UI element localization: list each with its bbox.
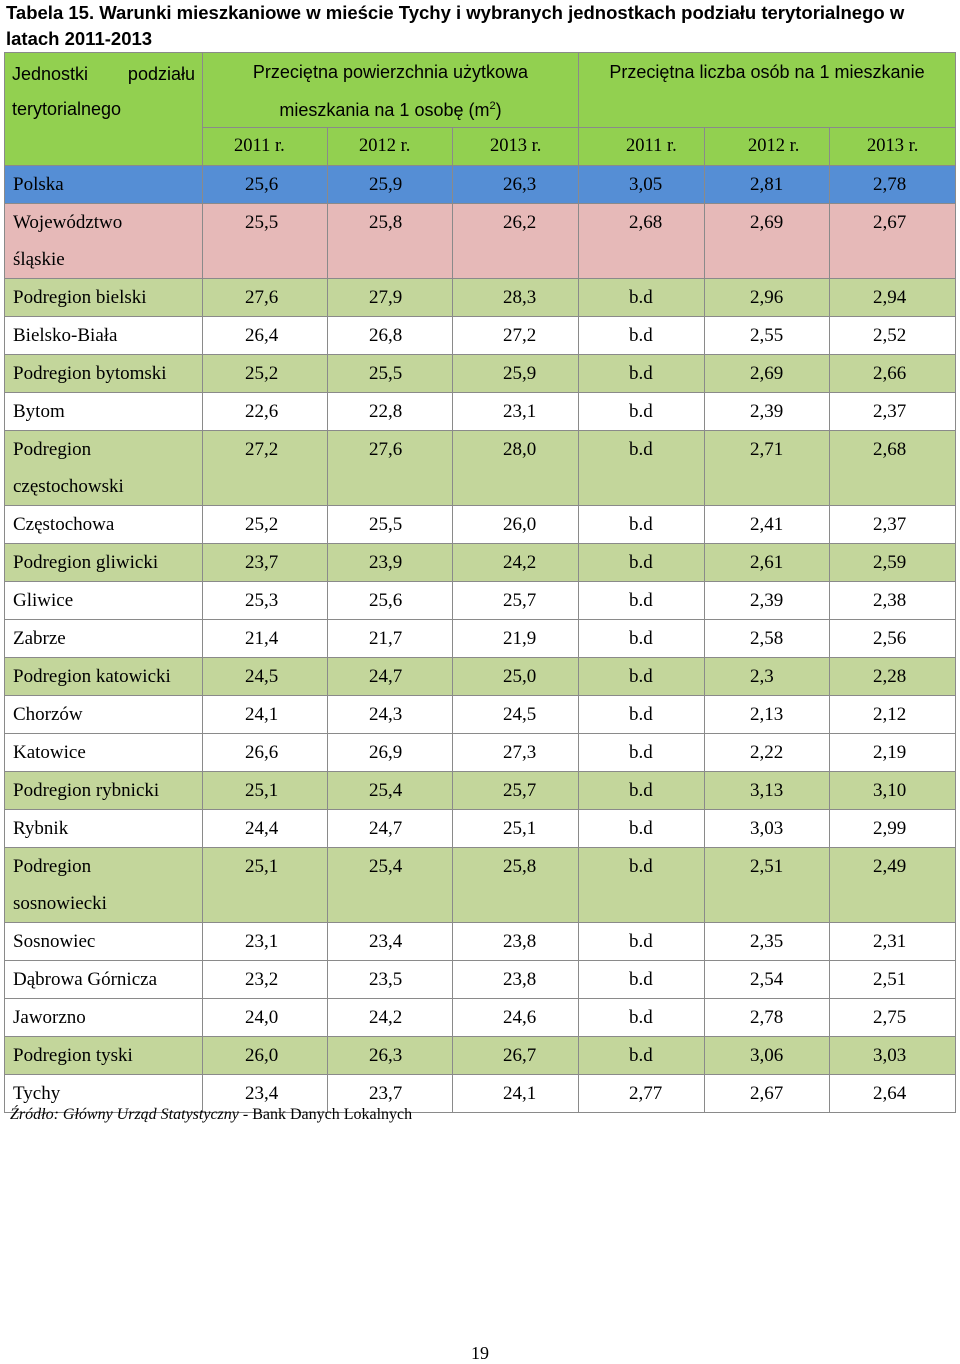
row-value: 24,6 [453, 999, 579, 1037]
source-note [10, 1106, 412, 1124]
row-value: 26,6 [203, 734, 328, 772]
row-unit-name: Polska [5, 166, 203, 204]
row-value: 3,06 [705, 1037, 830, 1075]
row-value: 2,94 [830, 279, 956, 317]
row-unit-name: Podregion częstochowski [5, 431, 203, 506]
row-value: 23,9 [328, 544, 453, 582]
row-unit-name: Województwo śląskie [5, 204, 203, 279]
row-value: 2,69 [705, 204, 830, 279]
row-value: b.d [579, 1037, 705, 1075]
row-value: 2,68 [579, 204, 705, 279]
header-area-close: ) [495, 100, 502, 120]
row-value: 25,7 [453, 582, 579, 620]
row-value: b.d [579, 355, 705, 393]
row-value: 2,22 [705, 734, 830, 772]
table-row [5, 772, 956, 810]
header-year: 2013 r. [453, 128, 579, 166]
row-value: 2,49 [830, 848, 956, 923]
row-value: 24,2 [453, 544, 579, 582]
row-value: 21,9 [453, 620, 579, 658]
row-value: 2,58 [705, 620, 830, 658]
row-value: 2,28 [830, 658, 956, 696]
row-unit-name: Dąbrowa Górnicza [5, 961, 203, 999]
table-row [5, 658, 956, 696]
header-avg-persons: Przeciętna liczba osób na 1 mieszkanie [579, 53, 956, 128]
header-year: 2012 r. [328, 128, 453, 166]
row-value: 27,9 [328, 279, 453, 317]
header-year: 2012 r. [705, 128, 830, 166]
row-value: b.d [579, 582, 705, 620]
row-value: 3,03 [830, 1037, 956, 1075]
row-unit-name: Katowice [5, 734, 203, 772]
row-unit-name: Podregion katowicki [5, 658, 203, 696]
row-unit-name: Częstochowa [5, 506, 203, 544]
row-unit-name: Sosnowiec [5, 923, 203, 961]
row-value: 23,4 [203, 1075, 328, 1113]
row-unit-name: Tychy [5, 1075, 203, 1113]
table-row [5, 166, 956, 204]
row-value: 3,03 [705, 810, 830, 848]
row-value: 3,05 [579, 166, 705, 204]
row-value: 26,3 [328, 1037, 453, 1075]
row-value: b.d [579, 620, 705, 658]
row-value: 2,71 [705, 431, 830, 506]
header-territorial-unit [5, 53, 203, 166]
row-value: 24,5 [453, 696, 579, 734]
row-value: 2,37 [830, 393, 956, 431]
row-value: 23,1 [203, 923, 328, 961]
housing-conditions-table [4, 52, 956, 1113]
row-value: 2,67 [705, 1075, 830, 1113]
row-value: 23,5 [328, 961, 453, 999]
header-year: 2011 r. [203, 128, 328, 166]
row-value: 25,9 [453, 355, 579, 393]
row-value: b.d [579, 279, 705, 317]
row-unit-name: Bytom [5, 393, 203, 431]
table-body [5, 166, 956, 1113]
row-value: 3,10 [830, 772, 956, 810]
table-row [5, 204, 956, 279]
table-row [5, 393, 956, 431]
row-value: 25,7 [453, 772, 579, 810]
row-value: 2,3 [705, 658, 830, 696]
row-value: 27,3 [453, 734, 579, 772]
table-row [5, 544, 956, 582]
row-value: 23,2 [203, 961, 328, 999]
row-value: b.d [579, 506, 705, 544]
table-row [5, 1037, 956, 1075]
row-value: 2,68 [830, 431, 956, 506]
table-row [5, 506, 956, 544]
row-value: 24,4 [203, 810, 328, 848]
row-value: 2,51 [830, 961, 956, 999]
row-value: 25,2 [203, 506, 328, 544]
row-value: 26,9 [328, 734, 453, 772]
row-value: 2,55 [705, 317, 830, 355]
row-value: 24,7 [328, 810, 453, 848]
table-row [5, 999, 956, 1037]
row-value: 23,8 [453, 923, 579, 961]
row-value: 2,51 [705, 848, 830, 923]
header-avg-area [203, 53, 579, 128]
header-year: 2013 r. [830, 128, 956, 166]
row-value: b.d [579, 923, 705, 961]
row-value: b.d [579, 772, 705, 810]
table-row [5, 810, 956, 848]
row-value: 25,2 [203, 355, 328, 393]
row-value: 2,59 [830, 544, 956, 582]
table-row [5, 279, 956, 317]
table-row [5, 696, 956, 734]
row-value: 25,6 [328, 582, 453, 620]
row-value: 23,8 [453, 961, 579, 999]
row-value: 26,4 [203, 317, 328, 355]
row-value: 2,31 [830, 923, 956, 961]
row-value: 2,37 [830, 506, 956, 544]
row-value: b.d [579, 734, 705, 772]
row-value: 2,19 [830, 734, 956, 772]
table-row [5, 620, 956, 658]
row-value: 2,13 [705, 696, 830, 734]
row-value: b.d [579, 658, 705, 696]
row-unit-name: Podregion sosnowiecki [5, 848, 203, 923]
row-value: 2,56 [830, 620, 956, 658]
row-value: 26,8 [328, 317, 453, 355]
row-value: 2,99 [830, 810, 956, 848]
row-value: 2,12 [830, 696, 956, 734]
row-value: b.d [579, 696, 705, 734]
header-row-groups [5, 53, 956, 128]
row-unit-name: Podregion gliwicki [5, 544, 203, 582]
row-value: 24,0 [203, 999, 328, 1037]
row-value: 2,61 [705, 544, 830, 582]
row-value: 2,75 [830, 999, 956, 1037]
table-row [5, 961, 956, 999]
row-value: 21,4 [203, 620, 328, 658]
row-value: 25,6 [203, 166, 328, 204]
row-unit-name: Podregion tyski [5, 1037, 203, 1075]
row-value: 3,13 [705, 772, 830, 810]
row-value: 23,1 [453, 393, 579, 431]
row-value: 25,0 [453, 658, 579, 696]
row-value: 28,0 [453, 431, 579, 506]
row-value: b.d [579, 431, 705, 506]
row-value: 25,5 [328, 355, 453, 393]
row-unit-name: Gliwice [5, 582, 203, 620]
row-value: 2,77 [579, 1075, 705, 1113]
row-value: 26,7 [453, 1037, 579, 1075]
row-value: b.d [579, 848, 705, 923]
table-row [5, 848, 956, 923]
row-value: 25,9 [328, 166, 453, 204]
row-value: 26,2 [453, 204, 579, 279]
row-value: 25,4 [328, 772, 453, 810]
row-value: 27,6 [328, 431, 453, 506]
row-value: b.d [579, 317, 705, 355]
row-unit-name: Podregion bytomski [5, 355, 203, 393]
row-value: 27,6 [203, 279, 328, 317]
row-value: 2,39 [705, 582, 830, 620]
row-value: 24,7 [328, 658, 453, 696]
row-value: 24,5 [203, 658, 328, 696]
row-value: 2,69 [705, 355, 830, 393]
table-row [5, 582, 956, 620]
row-unit-name: Bielsko-Biała [5, 317, 203, 355]
row-value: 22,8 [328, 393, 453, 431]
row-value: 2,35 [705, 923, 830, 961]
row-value: 27,2 [203, 431, 328, 506]
row-value: 24,3 [328, 696, 453, 734]
row-value: 2,52 [830, 317, 956, 355]
table-row [5, 317, 956, 355]
row-value: 22,6 [203, 393, 328, 431]
row-value: 2,54 [705, 961, 830, 999]
row-unit-name: Podregion bielski [5, 279, 203, 317]
header-year: 2011 r. [579, 128, 705, 166]
row-value: 25,5 [328, 506, 453, 544]
table-title: Tabela 15. Warunki mieszkaniowe w mieście Tychy i wybranych jednostkach podziału terytorialnego w latach 2011-2013 [6, 2, 905, 49]
row-value: 26,0 [453, 506, 579, 544]
row-value: 25,1 [453, 810, 579, 848]
row-value: 25,1 [203, 772, 328, 810]
source-rest: - Bank Danych Lokalnych [238, 1106, 413, 1123]
row-value: 2,38 [830, 582, 956, 620]
row-value: b.d [579, 544, 705, 582]
header-area-line2: mieszkania na 1 osobę (m [279, 100, 490, 120]
row-value: 27,2 [453, 317, 579, 355]
source-italic: Źródło: Główny Urząd Statystyczny [10, 1106, 239, 1123]
row-value: 25,8 [453, 848, 579, 923]
page-number: 19 [471, 1343, 489, 1363]
table-row [5, 923, 956, 961]
row-value: 2,78 [830, 166, 956, 204]
row-value: 23,7 [328, 1075, 453, 1113]
row-value: 2,66 [830, 355, 956, 393]
row-value: 25,8 [328, 204, 453, 279]
row-unit-name: Podregion rybnicki [5, 772, 203, 810]
row-value: b.d [579, 810, 705, 848]
row-value: 2,64 [830, 1075, 956, 1113]
row-value: 23,4 [328, 923, 453, 961]
row-value: 24,1 [453, 1075, 579, 1113]
row-value: 2,41 [705, 506, 830, 544]
row-unit-name: Jaworzno [5, 999, 203, 1037]
row-value: 2,67 [830, 204, 956, 279]
row-value: 24,1 [203, 696, 328, 734]
row-value: 2,96 [705, 279, 830, 317]
row-value: 24,2 [328, 999, 453, 1037]
header-area-line1: Przeciętna powierzchnia użytkowa [252, 62, 529, 82]
row-value: 25,1 [203, 848, 328, 923]
header-area-sup: 2 [489, 100, 496, 112]
row-value: b.d [579, 961, 705, 999]
row-value: 21,7 [328, 620, 453, 658]
table-row [5, 431, 956, 506]
header-unit-line2: terytorialnego [12, 99, 122, 119]
row-value: b.d [579, 393, 705, 431]
table-row [5, 355, 956, 393]
row-value: 25,5 [203, 204, 328, 279]
row-value: 2,78 [705, 999, 830, 1037]
row-value: 25,4 [328, 848, 453, 923]
row-value: 28,3 [453, 279, 579, 317]
row-unit-name: Chorzów [5, 696, 203, 734]
table-row [5, 734, 956, 772]
row-value: 2,39 [705, 393, 830, 431]
row-value: 26,3 [453, 166, 579, 204]
row-value: 23,7 [203, 544, 328, 582]
row-unit-name: Zabrze [5, 620, 203, 658]
row-value: 26,0 [203, 1037, 328, 1075]
row-value: 25,3 [203, 582, 328, 620]
row-value: 2,81 [705, 166, 830, 204]
row-unit-name: Rybnik [5, 810, 203, 848]
row-value: b.d [579, 999, 705, 1037]
header-unit-line1: Jednostki podziału [12, 64, 195, 84]
